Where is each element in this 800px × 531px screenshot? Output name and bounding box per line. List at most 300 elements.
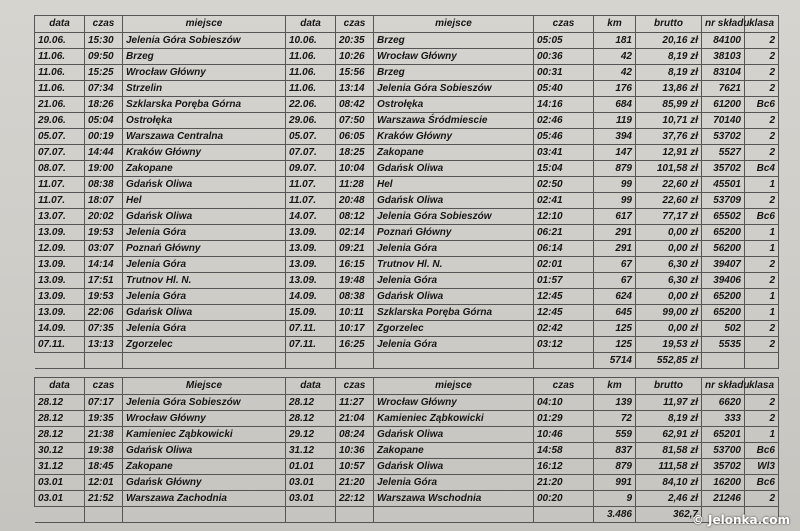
col-place-from: Gdańsk Oliwa xyxy=(123,209,286,225)
col-time-from: 09:50 xyxy=(85,49,123,65)
col-brutto: 81,58 zł xyxy=(636,443,702,459)
col-date-from: 13.09. xyxy=(35,273,85,289)
col-date-to: 11.06. xyxy=(286,81,336,97)
col-place-from: Jelenia Góra xyxy=(123,321,286,337)
empty-cell xyxy=(35,353,85,369)
col-place-to: Trutnov Hl. N. xyxy=(374,257,534,273)
col-class: 2 xyxy=(745,113,779,129)
col-train-number: 35702 xyxy=(702,161,745,177)
trips-table-2 xyxy=(34,377,779,523)
table-row xyxy=(35,321,779,337)
col-time-to: 21:20 xyxy=(336,475,374,491)
col-duration: 15:04 xyxy=(534,161,594,177)
col-duration: 06:21 xyxy=(534,225,594,241)
col-duration: 00:31 xyxy=(534,65,594,81)
header-col-train-number: nr składu xyxy=(702,378,745,395)
col-date-to: 31.12 xyxy=(286,443,336,459)
col-time-to: 08:38 xyxy=(336,289,374,305)
col-date-to: 07.07. xyxy=(286,145,336,161)
table-row xyxy=(35,337,779,353)
col-km: 176 xyxy=(594,81,636,97)
col-time-from: 19:53 xyxy=(85,225,123,241)
col-date-to: 28.12 xyxy=(286,411,336,427)
col-duration: 14:58 xyxy=(534,443,594,459)
col-duration: 01:57 xyxy=(534,273,594,289)
col-date-from: 03.01 xyxy=(35,475,85,491)
empty-cell xyxy=(534,353,594,369)
col-brutto: 84,10 zł xyxy=(636,475,702,491)
col-date-from: 13.07. xyxy=(35,209,85,225)
col-time-to: 11:27 xyxy=(336,395,374,411)
col-place-from: Gdańsk Oliwa xyxy=(123,305,286,321)
col-brutto: 22,60 zł xyxy=(636,193,702,209)
col-train-number: 16200 xyxy=(702,475,745,491)
col-train-number: 53709 xyxy=(702,193,745,209)
header-col-time-from: czas xyxy=(85,16,123,33)
col-date-from: 11.07. xyxy=(35,177,85,193)
col-km: 559 xyxy=(594,427,636,443)
col-time-from: 00:19 xyxy=(85,129,123,145)
col-km: 9 xyxy=(594,491,636,507)
col-brutto: 77,17 zł xyxy=(636,209,702,225)
col-duration: 12:10 xyxy=(534,209,594,225)
col-train-number: 61200 xyxy=(702,97,745,113)
col-time-to: 18:25 xyxy=(336,145,374,161)
col-time-from: 22:06 xyxy=(85,305,123,321)
col-class: 2 xyxy=(745,81,779,97)
col-time-from: 18:07 xyxy=(85,193,123,209)
col-duration: 02:46 xyxy=(534,113,594,129)
col-date-from: 11.06. xyxy=(35,65,85,81)
col-brutto: 6,30 zł xyxy=(636,273,702,289)
col-km: 991 xyxy=(594,475,636,491)
col-place-to: Ostrołęka xyxy=(374,97,534,113)
col-place-to: Zakopane xyxy=(374,443,534,459)
col-time-from: 13:13 xyxy=(85,337,123,353)
col-km: 119 xyxy=(594,113,636,129)
col-duration: 12:45 xyxy=(534,305,594,321)
header-col-place-to: miejsce xyxy=(374,378,534,395)
col-date-to: 15.09. xyxy=(286,305,336,321)
col-train-number: 35702 xyxy=(702,459,745,475)
col-brutto: 20,16 zł xyxy=(636,33,702,49)
col-km: 72 xyxy=(594,411,636,427)
col-place-to: Jelenia Góra xyxy=(374,273,534,289)
header-col-time-to: czas xyxy=(336,378,374,395)
col-time-from: 19:35 xyxy=(85,411,123,427)
col-place-to: Jelenia Góra Sobieszów xyxy=(374,81,534,97)
col-brutto: 12,91 zł xyxy=(636,145,702,161)
col-place-from: Wrocław Główny xyxy=(123,411,286,427)
col-class: 2 xyxy=(745,49,779,65)
col-date-to: 03.01 xyxy=(286,491,336,507)
col-time-to: 15:56 xyxy=(336,65,374,81)
col-km: 125 xyxy=(594,321,636,337)
col-duration: 02:50 xyxy=(534,177,594,193)
col-duration: 05:05 xyxy=(534,33,594,49)
col-brutto: 8,19 zł xyxy=(636,411,702,427)
col-train-number: 65200 xyxy=(702,289,745,305)
col-class: 1 xyxy=(745,427,779,443)
totals-row xyxy=(35,353,779,369)
col-class: 2 xyxy=(745,65,779,81)
col-date-to: 29.12 xyxy=(286,427,336,443)
col-train-number: 70140 xyxy=(702,113,745,129)
col-duration: 05:46 xyxy=(534,129,594,145)
col-time-from: 12:01 xyxy=(85,475,123,491)
col-place-from: Ostrołęka xyxy=(123,113,286,129)
col-train-number: 38103 xyxy=(702,49,745,65)
col-time-from: 03:07 xyxy=(85,241,123,257)
col-km: 67 xyxy=(594,257,636,273)
col-duration: 03:12 xyxy=(534,337,594,353)
col-km: 42 xyxy=(594,49,636,65)
col-place-to: Jelenia Góra xyxy=(374,337,534,353)
col-brutto: 0,00 zł xyxy=(636,225,702,241)
header-col-train-number: nr składu xyxy=(702,16,745,33)
header-col-place-from: miejsce xyxy=(123,16,286,33)
col-brutto: 2,46 zł xyxy=(636,491,702,507)
col-place-to: Jelenia Góra Sobieszów xyxy=(374,209,534,225)
header-col-place-from: Miejsce xyxy=(123,378,286,395)
header-col-date-from: data xyxy=(35,378,85,395)
col-duration: 04:10 xyxy=(534,395,594,411)
col-km: 67 xyxy=(594,273,636,289)
table-row xyxy=(35,49,779,65)
col-date-to: 11.07. xyxy=(286,177,336,193)
col-place-from: Gdańsk Oliwa xyxy=(123,177,286,193)
col-place-from: Kamieniec Ząbkowicki xyxy=(123,427,286,443)
col-time-to: 20:35 xyxy=(336,33,374,49)
col-brutto: 0,00 zł xyxy=(636,289,702,305)
col-class: 2 xyxy=(745,491,779,507)
col-time-to: 10:17 xyxy=(336,321,374,337)
col-train-number: 65200 xyxy=(702,305,745,321)
col-class: 2 xyxy=(745,411,779,427)
col-duration: 05:40 xyxy=(534,81,594,97)
col-class: 2 xyxy=(745,337,779,353)
col-train-number: 333 xyxy=(702,411,745,427)
col-train-number: 6620 xyxy=(702,395,745,411)
col-duration: 10:46 xyxy=(534,427,594,443)
header-col-brutto: brutto xyxy=(636,378,702,395)
col-place-to: Gdańsk Oliwa xyxy=(374,193,534,209)
table-row xyxy=(35,305,779,321)
table-row xyxy=(35,411,779,427)
col-duration: 12:45 xyxy=(534,289,594,305)
col-place-from: Strzelin xyxy=(123,81,286,97)
col-brutto: 13,86 zł xyxy=(636,81,702,97)
empty-cell xyxy=(745,353,779,369)
header-col-duration: czas xyxy=(534,378,594,395)
col-place-to: Gdańsk Oliwa xyxy=(374,289,534,305)
col-date-to: 05.07. xyxy=(286,129,336,145)
total-brutto: 552,85 zł xyxy=(636,353,702,369)
table-row xyxy=(35,257,779,273)
col-duration: 14:16 xyxy=(534,97,594,113)
col-date-from: 14.09. xyxy=(35,321,85,337)
header-col-class: klasa xyxy=(745,378,779,395)
table-row xyxy=(35,65,779,81)
col-train-number: 84100 xyxy=(702,33,745,49)
col-class: Bc6 xyxy=(745,97,779,113)
col-time-from: 08:38 xyxy=(85,177,123,193)
col-date-to: 11.06. xyxy=(286,65,336,81)
header-row xyxy=(35,378,779,395)
col-km: 99 xyxy=(594,177,636,193)
col-train-number: 5535 xyxy=(702,337,745,353)
col-date-to: 09.07. xyxy=(286,161,336,177)
col-place-to: Gdańsk Oliwa xyxy=(374,427,534,443)
col-train-number: 65200 xyxy=(702,225,745,241)
col-place-to: Gdańsk Oliwa xyxy=(374,161,534,177)
col-time-from: 19:00 xyxy=(85,161,123,177)
totals-row xyxy=(35,507,779,523)
table-row xyxy=(35,193,779,209)
col-time-from: 14:44 xyxy=(85,145,123,161)
col-train-number: 56200 xyxy=(702,241,745,257)
table-row xyxy=(35,145,779,161)
col-km: 291 xyxy=(594,241,636,257)
col-place-from: Gdańsk Główny xyxy=(123,475,286,491)
col-time-to: 11:28 xyxy=(336,177,374,193)
col-time-from: 14:14 xyxy=(85,257,123,273)
table-row xyxy=(35,161,779,177)
total-km: 5714 xyxy=(594,353,636,369)
col-place-from: Kraków Główny xyxy=(123,145,286,161)
col-place-from: Trutnov Hl. N. xyxy=(123,273,286,289)
col-class: 2 xyxy=(745,257,779,273)
col-duration: 01:29 xyxy=(534,411,594,427)
col-time-from: 20:02 xyxy=(85,209,123,225)
col-duration: 16:12 xyxy=(534,459,594,475)
col-place-to: Zgorzelec xyxy=(374,321,534,337)
col-date-from: 13.09. xyxy=(35,305,85,321)
col-date-to: 28.12 xyxy=(286,395,336,411)
col-date-to: 14.07. xyxy=(286,209,336,225)
col-km: 617 xyxy=(594,209,636,225)
col-place-to: Wrocław Główny xyxy=(374,395,534,411)
col-date-from: 13.09. xyxy=(35,257,85,273)
table-row xyxy=(35,395,779,411)
col-date-from: 28.12 xyxy=(35,411,85,427)
col-train-number: 39407 xyxy=(702,257,745,273)
header-col-km: km xyxy=(594,16,636,33)
empty-cell xyxy=(336,507,374,523)
col-train-number: 65502 xyxy=(702,209,745,225)
col-duration: 21:20 xyxy=(534,475,594,491)
col-place-to: Warszawa Śródmiescie xyxy=(374,113,534,129)
col-time-to: 22:12 xyxy=(336,491,374,507)
col-time-from: 15:30 xyxy=(85,33,123,49)
col-date-to: 01.01 xyxy=(286,459,336,475)
empty-cell xyxy=(85,507,123,523)
col-duration: 02:01 xyxy=(534,257,594,273)
col-date-from: 07.07. xyxy=(35,145,85,161)
empty-cell xyxy=(35,507,85,523)
table-row xyxy=(35,475,779,491)
col-train-number: 45501 xyxy=(702,177,745,193)
table-row xyxy=(35,443,779,459)
col-date-to: 13.09. xyxy=(286,273,336,289)
col-time-from: 07:35 xyxy=(85,321,123,337)
col-date-from: 05.07. xyxy=(35,129,85,145)
col-brutto: 11,97 zł xyxy=(636,395,702,411)
header-col-date-from: data xyxy=(35,16,85,33)
col-train-number: 21246 xyxy=(702,491,745,507)
col-brutto: 0,00 zł xyxy=(636,321,702,337)
col-date-from: 21.06. xyxy=(35,97,85,113)
col-time-to: 08:12 xyxy=(336,209,374,225)
col-brutto: 37,76 zł xyxy=(636,129,702,145)
col-brutto: 10,71 zł xyxy=(636,113,702,129)
col-date-to: 10.06. xyxy=(286,33,336,49)
col-brutto: 0,00 zł xyxy=(636,241,702,257)
col-time-to: 19:48 xyxy=(336,273,374,289)
col-place-to: Poznań Główny xyxy=(374,225,534,241)
col-time-from: 15:25 xyxy=(85,65,123,81)
col-time-from: 18:45 xyxy=(85,459,123,475)
table-row xyxy=(35,241,779,257)
col-time-from: 19:38 xyxy=(85,443,123,459)
col-time-from: 07:17 xyxy=(85,395,123,411)
empty-cell xyxy=(123,353,286,369)
empty-cell xyxy=(374,353,534,369)
col-time-to: 09:21 xyxy=(336,241,374,257)
header-row xyxy=(35,16,779,33)
col-date-from: 28.12 xyxy=(35,427,85,443)
col-time-to: 20:48 xyxy=(336,193,374,209)
col-date-from: 08.07. xyxy=(35,161,85,177)
col-time-from: 21:52 xyxy=(85,491,123,507)
col-km: 181 xyxy=(594,33,636,49)
total-km: 3.486 xyxy=(594,507,636,523)
header-col-km: km xyxy=(594,378,636,395)
empty-cell xyxy=(123,507,286,523)
col-train-number: 7621 xyxy=(702,81,745,97)
table-row xyxy=(35,491,779,507)
watermark-text: © Jelonka.com xyxy=(691,513,790,527)
col-place-to: Kamieniec Ząbkowicki xyxy=(374,411,534,427)
col-time-to: 07:50 xyxy=(336,113,374,129)
header-col-time-to: czas xyxy=(336,16,374,33)
col-place-from: Warszawa Zachodnia xyxy=(123,491,286,507)
col-date-to: 11.06. xyxy=(286,49,336,65)
col-class: Bc6 xyxy=(745,475,779,491)
col-date-to: 03.01 xyxy=(286,475,336,491)
empty-cell xyxy=(286,507,336,523)
col-time-to: 08:42 xyxy=(336,97,374,113)
table-row xyxy=(35,289,779,305)
col-km: 99 xyxy=(594,193,636,209)
empty-cell xyxy=(85,353,123,369)
col-place-from: Jelenia Góra Sobieszów xyxy=(123,33,286,49)
table-row xyxy=(35,225,779,241)
col-train-number: 502 xyxy=(702,321,745,337)
col-class: 1 xyxy=(745,177,779,193)
table-row xyxy=(35,113,779,129)
col-place-from: Warszawa Centralna xyxy=(123,129,286,145)
col-class: 1 xyxy=(745,289,779,305)
col-km: 291 xyxy=(594,225,636,241)
col-place-from: Wrocław Główny xyxy=(123,65,286,81)
col-time-to: 21:04 xyxy=(336,411,374,427)
col-km: 139 xyxy=(594,395,636,411)
col-time-to: 10:04 xyxy=(336,161,374,177)
col-place-to: Wrocław Główny xyxy=(374,49,534,65)
col-km: 125 xyxy=(594,337,636,353)
col-class: 2 xyxy=(745,321,779,337)
col-km: 684 xyxy=(594,97,636,113)
col-class: 1 xyxy=(745,241,779,257)
col-class: 2 xyxy=(745,193,779,209)
col-time-to: 16:25 xyxy=(336,337,374,353)
header-col-time-from: czas xyxy=(85,378,123,395)
col-time-from: 19:53 xyxy=(85,289,123,305)
col-place-from: Zakopane xyxy=(123,459,286,475)
col-date-from: 12.09. xyxy=(35,241,85,257)
col-duration: 02:42 xyxy=(534,321,594,337)
col-brutto: 101,58 zł xyxy=(636,161,702,177)
col-duration: 00:20 xyxy=(534,491,594,507)
col-time-to: 16:15 xyxy=(336,257,374,273)
col-time-from: 05:04 xyxy=(85,113,123,129)
col-place-to: Zakopane xyxy=(374,145,534,161)
col-brutto: 99,00 zł xyxy=(636,305,702,321)
col-place-from: Jelenia Góra xyxy=(123,225,286,241)
col-class: 1 xyxy=(745,225,779,241)
col-time-to: 13:14 xyxy=(336,81,374,97)
header-col-date-to: data xyxy=(286,378,336,395)
col-brutto: 85,99 zł xyxy=(636,97,702,113)
col-date-to: 11.07. xyxy=(286,193,336,209)
col-place-to: Gdańsk Oliwa xyxy=(374,459,534,475)
col-class: 2 xyxy=(745,145,779,161)
col-place-from: Jelenia Góra Sobieszów xyxy=(123,395,286,411)
col-place-from: Hel xyxy=(123,193,286,209)
col-time-from: 17:51 xyxy=(85,273,123,289)
col-date-from: 29.06. xyxy=(35,113,85,129)
col-class: 1 xyxy=(745,305,779,321)
col-date-to: 13.09. xyxy=(286,225,336,241)
col-km: 837 xyxy=(594,443,636,459)
col-date-to: 14.09. xyxy=(286,289,336,305)
col-class: Bc4 xyxy=(745,161,779,177)
empty-cell xyxy=(374,507,534,523)
table-row xyxy=(35,97,779,113)
col-place-from: Brzeg xyxy=(123,49,286,65)
col-train-number: 5527 xyxy=(702,145,745,161)
col-date-to: 29.06. xyxy=(286,113,336,129)
col-date-from: 13.09. xyxy=(35,289,85,305)
col-date-to: 22.06. xyxy=(286,97,336,113)
col-date-from: 11.06. xyxy=(35,49,85,65)
col-duration: 00:36 xyxy=(534,49,594,65)
header-col-date-to: data xyxy=(286,16,336,33)
table-row xyxy=(35,81,779,97)
col-class: 2 xyxy=(745,33,779,49)
col-train-number: 65201 xyxy=(702,427,745,443)
col-class: Bc6 xyxy=(745,209,779,225)
col-km: 645 xyxy=(594,305,636,321)
header-col-duration: czas xyxy=(534,16,594,33)
table-row xyxy=(35,129,779,145)
empty-cell xyxy=(702,353,745,369)
col-date-from: 28.12 xyxy=(35,395,85,411)
col-duration: 03:41 xyxy=(534,145,594,161)
col-date-from: 31.12 xyxy=(35,459,85,475)
col-km: 394 xyxy=(594,129,636,145)
